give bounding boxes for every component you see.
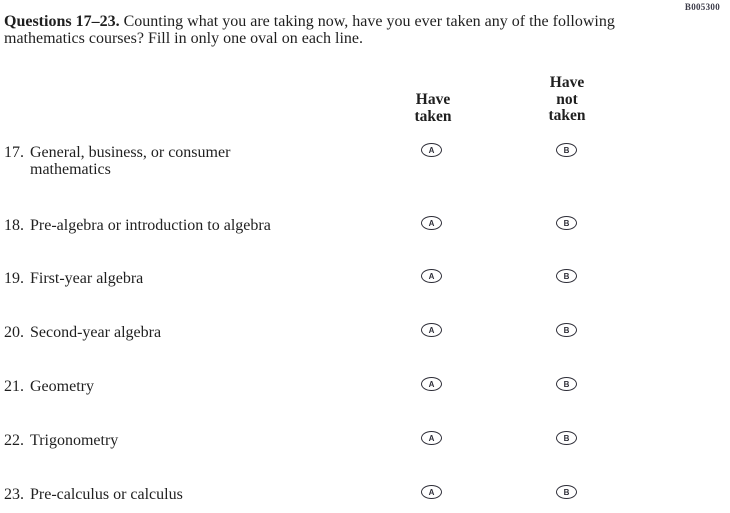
oval-option-a[interactable]: A (421, 143, 442, 157)
question-row-19 (4, 270, 730, 287)
question-row-22 (4, 432, 730, 449)
question-number: 23. (4, 486, 24, 503)
column-header-line: taken (414, 107, 452, 125)
intro-line-1 (4, 14, 615, 31)
question-row-17 (4, 144, 730, 178)
oval-option-b[interactable]: B (556, 143, 577, 157)
question-text-line: First-year algebra (30, 270, 144, 287)
oval-option-b[interactable]: B (556, 377, 577, 391)
question-text-line: Pre-calculus or calculus (30, 486, 183, 503)
oval-option-b[interactable]: B (556, 216, 577, 230)
question-text (30, 324, 360, 341)
question-number: 17. (4, 144, 24, 161)
oval-option-a[interactable]: A (421, 216, 442, 230)
question-text (30, 217, 360, 234)
oval-option-a[interactable]: A (421, 377, 442, 391)
oval-option-b[interactable]: B (556, 269, 577, 283)
question-row-21 (4, 378, 730, 395)
question-text-line: Pre-algebra or introduction to algebra (30, 217, 271, 234)
question-row-18 (4, 217, 730, 234)
intro-line-2: mathematics courses? Fill in only one oval on each line. (4, 29, 364, 47)
column-header-line: Have (549, 74, 585, 91)
column-header-have-taken (373, 92, 493, 125)
question-text (30, 378, 360, 395)
form-code: B005300 (684, 2, 720, 12)
oval-option-b[interactable]: B (556, 323, 577, 337)
intro-question-range: Questions 17–23. (4, 13, 120, 30)
column-header-line: not (556, 90, 578, 108)
oval-option-a[interactable]: A (421, 431, 442, 445)
question-text (30, 486, 360, 503)
intro-text-1: Counting what you are taking now, have you ever taken any of the following (119, 13, 615, 30)
question-text-line: Geometry (30, 378, 94, 395)
question-row-20 (4, 324, 730, 341)
column-header-have-not-taken (507, 75, 627, 125)
question-intro (4, 14, 615, 47)
question-text-line: mathematics (30, 161, 111, 178)
oval-option-a[interactable]: A (421, 323, 442, 337)
question-number: 22. (4, 432, 24, 449)
question-text-line: Trigonometry (30, 432, 119, 449)
column-header-line: taken (548, 107, 586, 124)
question-number: 21. (4, 378, 24, 395)
column-header-line: Have (415, 91, 451, 108)
oval-option-b[interactable]: B (556, 431, 577, 445)
question-number: 20. (4, 324, 24, 341)
oval-option-a[interactable]: A (421, 269, 442, 283)
question-row-23 (4, 486, 730, 503)
question-number: 18. (4, 217, 24, 234)
question-text-line: General, business, or consumer (30, 144, 231, 161)
question-number: 19. (4, 270, 24, 287)
question-text (30, 432, 360, 449)
oval-option-b[interactable]: B (556, 485, 577, 499)
oval-option-a[interactable]: A (421, 485, 442, 499)
question-text (30, 270, 360, 287)
question-text (30, 144, 360, 178)
question-text-line: Second-year algebra (30, 324, 162, 341)
